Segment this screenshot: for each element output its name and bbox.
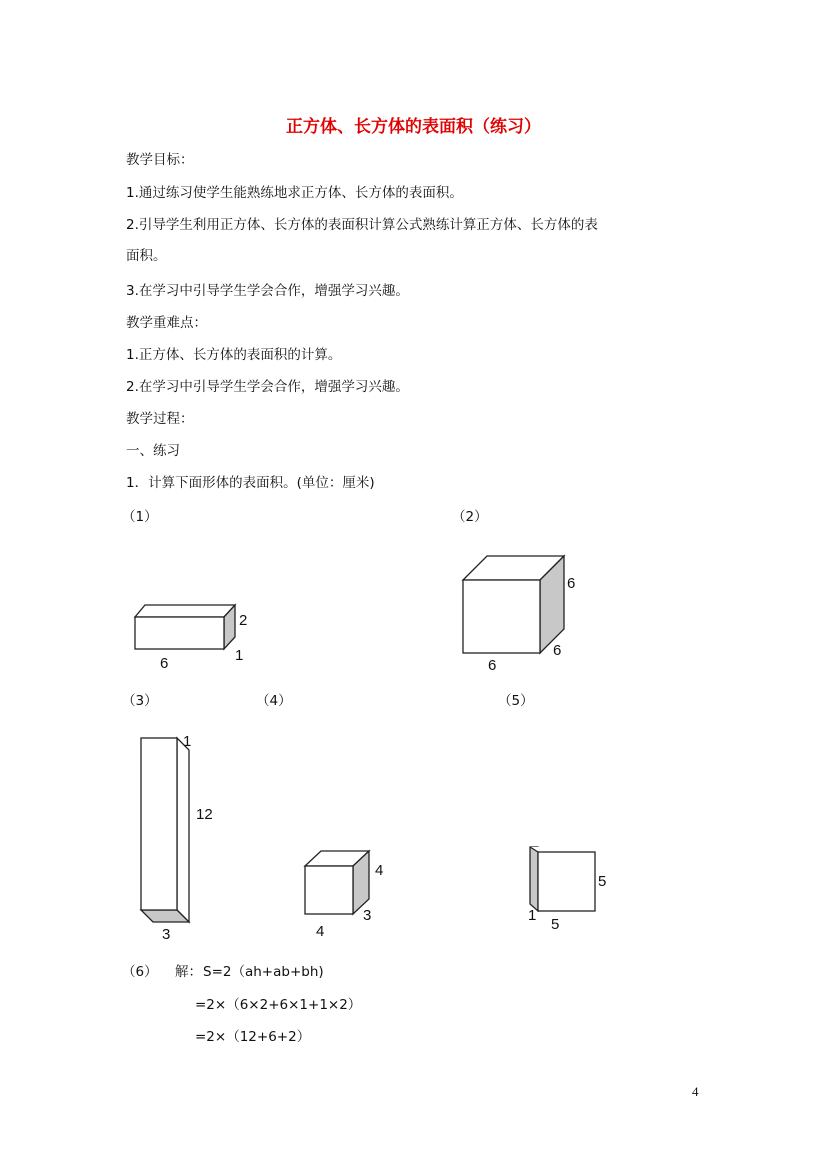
solution-prefix: 解：	[175, 964, 202, 980]
exercise-1: 1．计算下面形体的表面积。(单位：厘米)	[126, 475, 375, 491]
keypoint-1: 1.正方体、长方体的表面积的计算。	[126, 347, 342, 363]
goal-3: 3.在学习中引导学生学会合作，增强学习兴趣。	[126, 283, 409, 299]
figure-label-4: （4）	[256, 693, 292, 709]
dim-f4-depth: 3	[363, 907, 372, 924]
figure-label-3: （3）	[122, 693, 158, 709]
solution-label: （6）	[122, 964, 158, 980]
dim-f5-height: 5	[598, 873, 607, 890]
page-number: 4	[692, 1084, 699, 1099]
goal-2-cont: 面积。	[126, 248, 167, 264]
solution-formula: S=2（ah+ab+bh)	[203, 964, 324, 980]
dim-f2-depth: 6	[553, 642, 562, 659]
goal-1: 1.通过练习使学生能熟练地求正方体、长方体的表面积。	[126, 185, 463, 201]
dim-f4-length: 4	[316, 923, 325, 940]
keypoint-2: 2.在学习中引导学生学会合作，增强学习兴趣。	[126, 379, 409, 395]
dim-f4-height: 4	[375, 862, 384, 879]
cube-figure-2	[463, 556, 564, 653]
figure-label-1: （1）	[122, 509, 158, 525]
dim-f2-height: 6	[567, 575, 576, 592]
goal-2: 2.引导学生利用正方体、长方体的表面积计算公式熟练计算正方体、长方体的表	[126, 217, 598, 233]
subsection-practice: 一、练习	[126, 443, 180, 459]
dim-f2-length: 6	[488, 657, 497, 674]
cuboid-figure-1	[135, 605, 235, 649]
document-title: 正方体、长方体的表面积（练习）	[286, 117, 541, 137]
dim-f5-depth: 1	[528, 907, 537, 924]
section-heading-keypoints: 教学重难点：	[126, 315, 207, 331]
dim-f3-length: 3	[162, 926, 171, 943]
solution-step-1: =2×（6×2+6×1+1×2）	[195, 997, 362, 1013]
figure-label-2: （2）	[452, 509, 488, 525]
cuboid-figure-5	[530, 847, 595, 911]
section-heading-goals: 教学目标：	[126, 152, 194, 168]
section-heading-process: 教学过程：	[126, 411, 194, 427]
cuboid-figure-4	[305, 851, 369, 914]
dim-f1-depth: 1	[235, 647, 244, 664]
dim-f3-depth: 1	[183, 733, 192, 750]
figure-label-5: （5）	[498, 693, 534, 709]
dim-f1-length: 6	[160, 655, 169, 672]
solution-step-2: =2×（12+6+2）	[195, 1029, 311, 1045]
prism-figure-3	[141, 738, 189, 922]
dim-f1-height: 2	[239, 612, 248, 629]
dim-f3-height: 12	[196, 806, 213, 823]
dim-f5-length: 5	[551, 916, 560, 933]
